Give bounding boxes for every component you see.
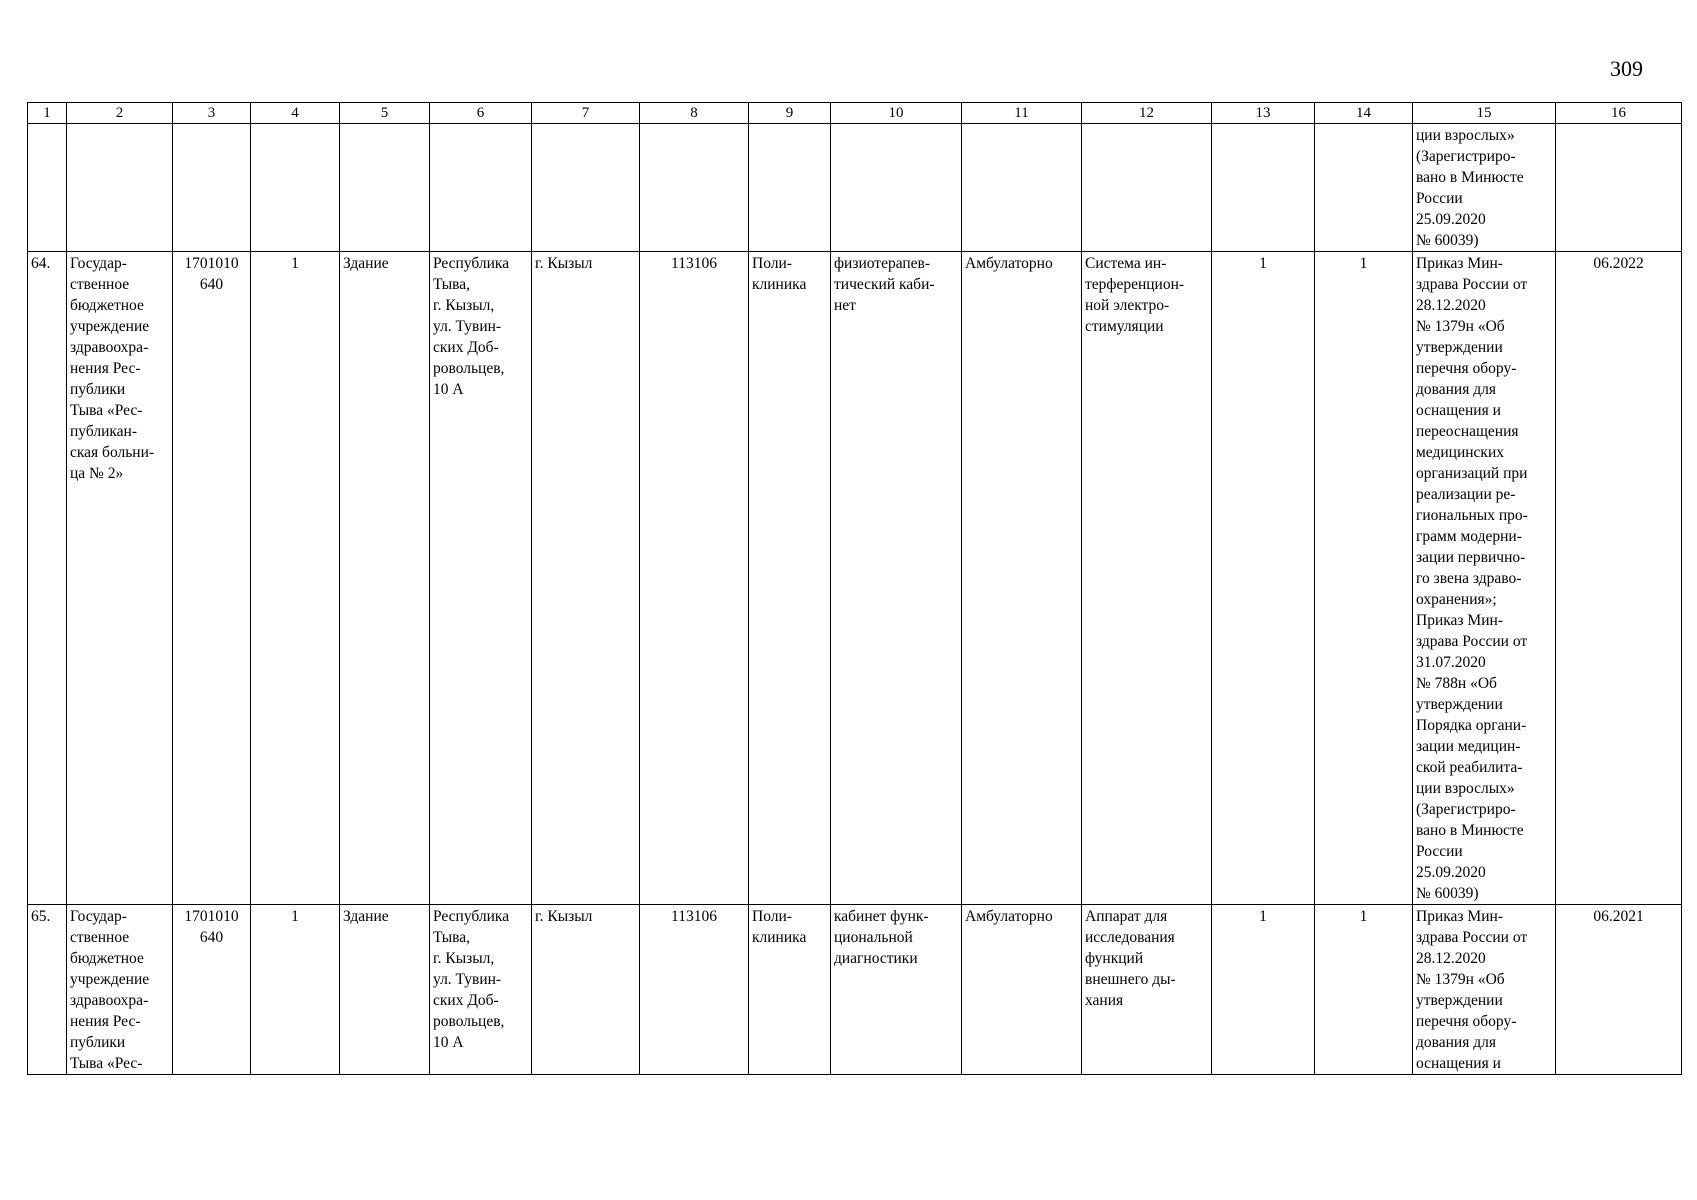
registry-table bbox=[27, 102, 1682, 1075]
cell-empty bbox=[1556, 124, 1682, 252]
cell-object-type: Здание bbox=[340, 905, 430, 1075]
column-header: 5 bbox=[340, 103, 430, 124]
column-header: 6 bbox=[430, 103, 532, 124]
cell-empty bbox=[430, 124, 532, 252]
cell-quantity: 1 bbox=[1315, 905, 1413, 1075]
cell-empty bbox=[340, 124, 430, 252]
cell-empty bbox=[640, 124, 749, 252]
cell-empty bbox=[1082, 124, 1212, 252]
column-header: 12 bbox=[1082, 103, 1212, 124]
cell-quantity: 1 bbox=[1212, 252, 1315, 905]
cell-care-form: Амбулаторно bbox=[962, 905, 1082, 1075]
cell-empty bbox=[962, 124, 1082, 252]
cell-object-type: Здание bbox=[340, 252, 430, 905]
column-header: 7 bbox=[532, 103, 640, 124]
cell-room: кабинет функ- циональной диагностики bbox=[831, 905, 962, 1075]
cell-empty bbox=[251, 124, 340, 252]
cell-code: 1701010 640 bbox=[173, 905, 251, 1075]
cell-equipment: Аппарат для исследования функций внешнего ды- хания bbox=[1082, 905, 1212, 1075]
cell-unit: Поли- клиника bbox=[749, 905, 831, 1075]
column-header: 15 bbox=[1413, 103, 1556, 124]
cell-date: 06.2021 bbox=[1556, 905, 1682, 1075]
column-header: 9 bbox=[749, 103, 831, 124]
cell-city: г. Кызыл bbox=[532, 252, 640, 905]
cell-code: 1701010 640 bbox=[173, 252, 251, 905]
column-header: 2 bbox=[67, 103, 173, 124]
table-row bbox=[28, 905, 1682, 1075]
cell-quantity: 1 bbox=[1212, 905, 1315, 1075]
continuation-row bbox=[28, 124, 1682, 252]
cell-empty bbox=[532, 124, 640, 252]
cell-empty bbox=[173, 124, 251, 252]
cell-city: г. Кызыл bbox=[532, 905, 640, 1075]
cell-oktmo: 113106 bbox=[640, 252, 749, 905]
cell-unit: Поли- клиника bbox=[749, 252, 831, 905]
cell-empty bbox=[831, 124, 962, 252]
cell-quantity: 1 bbox=[1315, 252, 1413, 905]
table-row bbox=[28, 252, 1682, 905]
cell-care-form: Амбулаторно bbox=[962, 252, 1082, 905]
cell-organization: Государ- ственное бюджетное учреждение здравоохра- нения Рес- публики Тыва «Рес- bbox=[67, 905, 173, 1075]
column-header: 13 bbox=[1212, 103, 1315, 124]
cell-legal-basis: Приказ Мин- здрава России от 28.12.2020 № 1379н «Об утверждении перечня обору- дования для оснащения и bbox=[1413, 905, 1556, 1075]
cell-count: 1 bbox=[251, 252, 340, 905]
cell-room: физиотерапев- тический каби- нет bbox=[831, 252, 962, 905]
cell-address: Республика Тыва, г. Кызыл, ул. Тувин- ских Доб- ровольцев, 10 А bbox=[430, 905, 532, 1075]
cell-date: 06.2022 bbox=[1556, 252, 1682, 905]
column-header: 8 bbox=[640, 103, 749, 124]
cell-oktmo: 113106 bbox=[640, 905, 749, 1075]
column-number-row bbox=[28, 103, 1682, 124]
cell-empty bbox=[1315, 124, 1413, 252]
cell-equipment: Система ин- терференцион- ной электро- стимуляции bbox=[1082, 252, 1212, 905]
column-header: 14 bbox=[1315, 103, 1413, 124]
cell-row-number: 64. bbox=[28, 252, 67, 905]
cell-empty bbox=[1212, 124, 1315, 252]
column-header: 11 bbox=[962, 103, 1082, 124]
cell-legal-basis: ции взрослых» (Зарегистриро- вано в Минюсте России 25.09.2020 № 60039) bbox=[1413, 124, 1556, 252]
column-header: 1 bbox=[28, 103, 67, 124]
column-header: 10 bbox=[831, 103, 962, 124]
column-header: 3 bbox=[173, 103, 251, 124]
cell-empty bbox=[67, 124, 173, 252]
page-number: 309 bbox=[1610, 56, 1643, 81]
cell-row-number: 65. bbox=[28, 905, 67, 1075]
cell-count: 1 bbox=[251, 905, 340, 1075]
cell-legal-basis: Приказ Мин- здрава России от 28.12.2020 № 1379н «Об утверждении перечня обору- дования для оснащения и переоснащения медицинских организаций при реализации ре- гиональных про- грамм модерни- зации первично- го звена здраво- охранения»; Приказ Мин- здрава России от 31.07.2020 № 788н «Об утверждении Порядка органи- зации медицин- ской реабилита- ции взрослых» (Зарегистриро- вано в Минюсте России 25.09.2020 № 60039) bbox=[1413, 252, 1556, 905]
column-header: 4 bbox=[251, 103, 340, 124]
cell-empty bbox=[749, 124, 831, 252]
cell-empty bbox=[28, 124, 67, 252]
cell-address: Республика Тыва, г. Кызыл, ул. Тувин- ских Доб- ровольцев, 10 А bbox=[430, 252, 532, 905]
column-header: 16 bbox=[1556, 103, 1682, 124]
cell-organization: Государ- ственное бюджетное учреждение здравоохра- нения Рес- публики Тыва «Рес- публикан- ская больни- ца № 2» bbox=[67, 252, 173, 905]
